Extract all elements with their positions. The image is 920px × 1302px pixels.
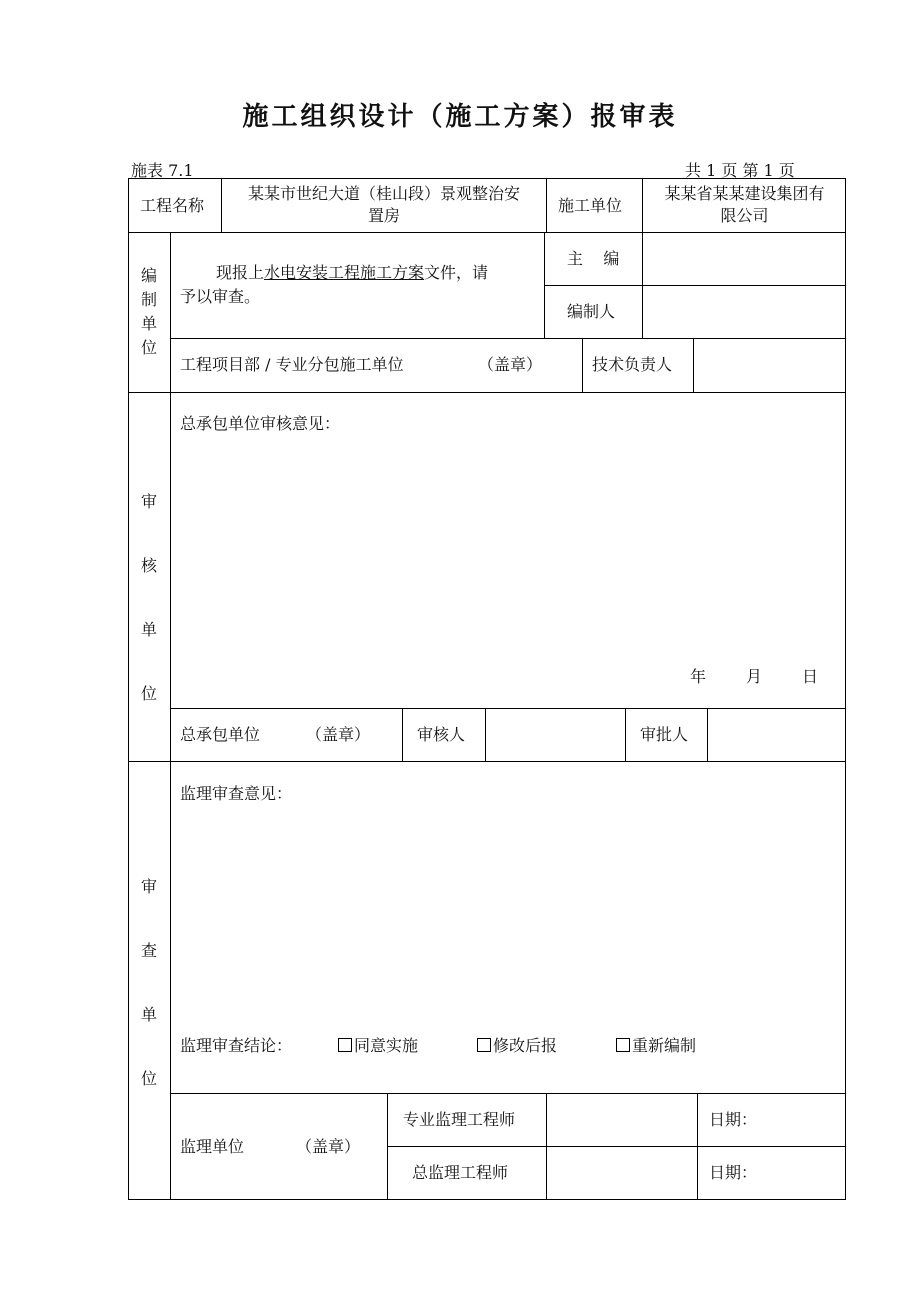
checkbox-icon[interactable]: [338, 1038, 352, 1052]
row-divider: [128, 392, 846, 393]
compiler-field[interactable]: [644, 287, 844, 337]
review-date-day: 日: [802, 667, 819, 686]
report-document-name: 水电安装工程施工方案: [264, 263, 425, 282]
review-side-label: 审 核 单 位: [140, 492, 157, 703]
chief-editor-field[interactable]: [644, 234, 844, 284]
contractor-label: 施工单位: [558, 196, 623, 215]
col-divider: [582, 338, 583, 392]
supervision-unit-label: 监理单位: [180, 1137, 245, 1156]
col-divider: [387, 1093, 388, 1200]
chief-engineer-date-label: 日期：: [709, 1163, 758, 1182]
project-dept-label: 工程项目部 / 专业分包施工单位: [180, 355, 404, 374]
report-statement-line2: 予以审查。: [180, 287, 261, 306]
chief-engineer-field[interactable]: [548, 1148, 696, 1199]
page-title: 施工组织设计（施工方案）报审表: [242, 102, 678, 132]
col-divider: [402, 708, 403, 761]
tech-lead-label: 技术负责人: [592, 355, 673, 374]
chief-engineer-label: 总监理工程师: [412, 1163, 509, 1182]
supervision-opinion-label: 监理审查意见：: [180, 784, 293, 803]
row-divider: [170, 338, 846, 339]
checkbox-icon[interactable]: [477, 1038, 491, 1052]
col-divider: [625, 708, 626, 761]
review-date-year: 年: [690, 667, 707, 686]
report-statement: 现报上水电安装工程施工方案文件，请: [216, 263, 489, 282]
specialty-engineer-date-label: 日期：: [709, 1110, 758, 1129]
row-divider: [128, 761, 846, 762]
project-name-value-line1: 某某市世纪大道（桂山段）景观整治安: [247, 184, 520, 203]
compiler-label: 编制人: [567, 302, 616, 321]
project-name-label: 工程名称: [140, 196, 205, 215]
supervision-opinion-area[interactable]: [172, 810, 844, 1020]
row-divider: [170, 1093, 846, 1094]
col-divider: [546, 1093, 547, 1200]
col-divider: [697, 1093, 698, 1200]
approver-field[interactable]: [709, 710, 845, 760]
supervision-side-label: 审 查 单 位: [140, 877, 157, 1088]
review-opinion-label: 总承包单位审核意见：: [180, 414, 341, 433]
row-divider: [170, 708, 846, 709]
specialty-engineer-field[interactable]: [548, 1095, 696, 1145]
checkbox-icon[interactable]: [616, 1038, 630, 1052]
row-divider: [128, 232, 846, 233]
reviewer-label: 审核人: [417, 725, 466, 744]
supervision-seal: （盖章）: [296, 1137, 361, 1156]
contractor-value-line2: 限公司: [720, 206, 769, 225]
reviewer-field[interactable]: [487, 710, 624, 760]
page-info: 共 1 页 第 1 页: [685, 161, 795, 180]
tech-lead-field[interactable]: [695, 340, 845, 391]
col-divider: [546, 178, 547, 232]
option-approve[interactable]: 同意实施: [338, 1035, 418, 1057]
specialty-engineer-label: 专业监理工程师: [403, 1110, 516, 1129]
review-opinion-area[interactable]: [172, 440, 844, 660]
review-date-month: 月: [746, 667, 763, 686]
col-divider: [544, 232, 545, 338]
col-divider: [693, 338, 694, 392]
chief-editor-label: 主 编: [567, 249, 620, 268]
row-divider: [387, 1146, 846, 1147]
compile-seal: （盖章）: [478, 355, 543, 374]
option-revise-resubmit[interactable]: 修改后报: [477, 1035, 557, 1057]
review-seal: （盖章）: [306, 725, 371, 744]
project-name-value-line2: 置房: [367, 206, 400, 225]
approver-label: 审批人: [640, 725, 689, 744]
col-divider: [170, 232, 171, 1200]
supervision-conclusion-label: 监理审查结论：: [180, 1036, 293, 1055]
general-contractor-label: 总承包单位: [180, 725, 261, 744]
col-divider: [642, 232, 643, 338]
form-number: 施表 7.1: [131, 161, 194, 180]
contractor-value-line1: 某某省某某建设集团有: [664, 184, 825, 203]
row-divider: [544, 285, 846, 286]
option-recompile[interactable]: 重新编制: [616, 1035, 696, 1057]
col-divider: [707, 708, 708, 761]
compile-side-label: 编 制 单 位: [140, 266, 157, 357]
col-divider: [485, 708, 486, 761]
